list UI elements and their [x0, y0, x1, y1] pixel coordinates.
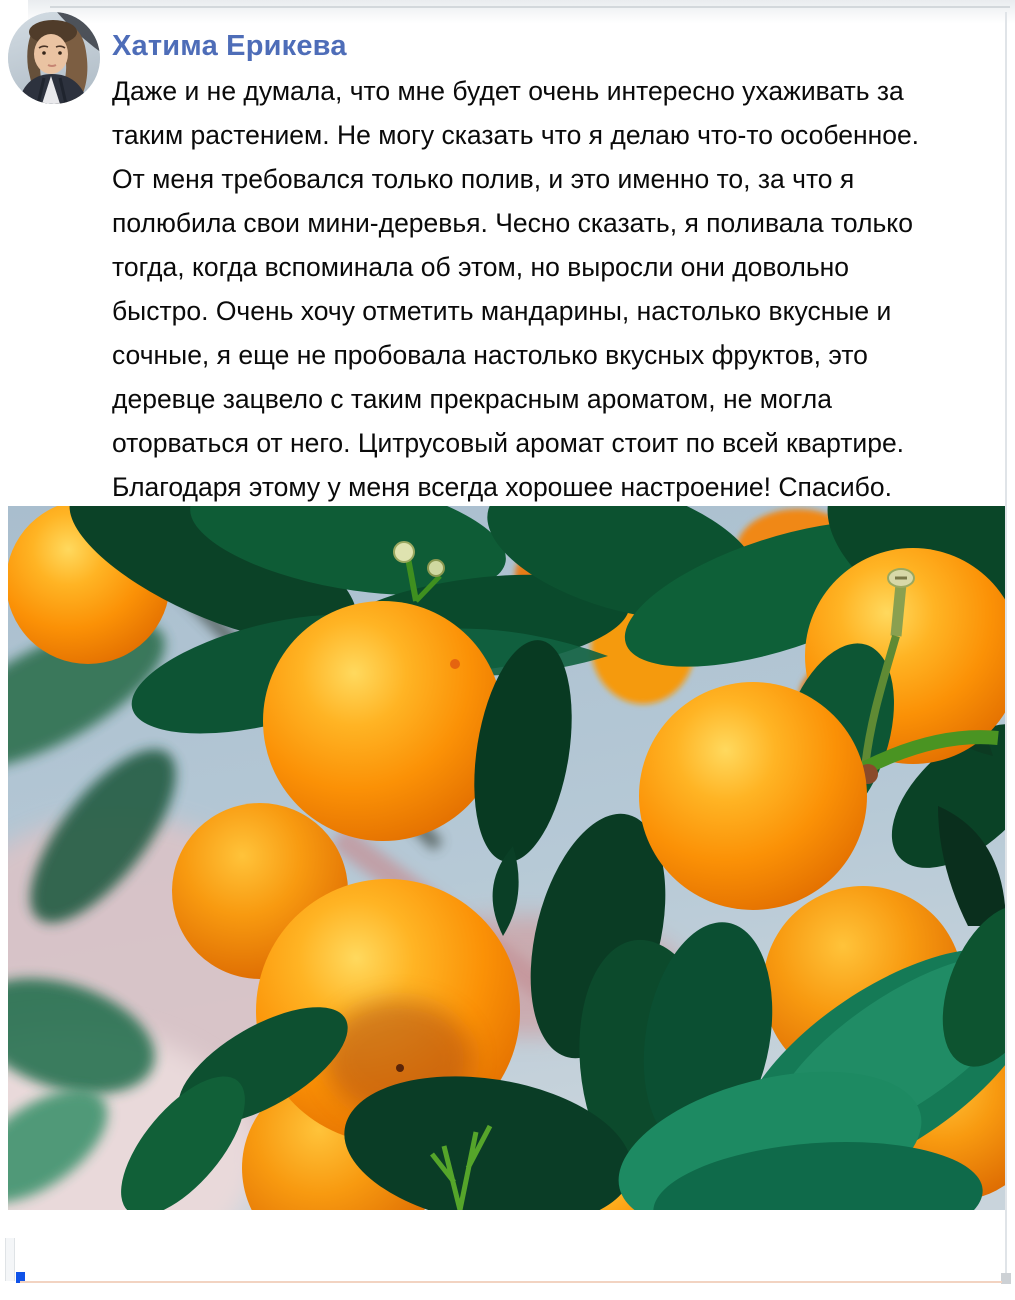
review-text-line: Благодаря этому у меня всегда хорошее настроение! Спасибо. — [112, 472, 892, 502]
review-text-line: таким растением. Не могу сказать что я делаю что-то особенное. — [112, 120, 920, 150]
avatar[interactable] — [8, 12, 100, 104]
review-text — [112, 69, 1002, 509]
author-name[interactable]: Хатима Ерикева — [112, 30, 347, 62]
review-text-line: деревце зацвело с таким прекрасным ароматом, не могла — [112, 384, 832, 414]
left-edge-bar — [5, 1238, 15, 1281]
card-corner-mark — [1001, 1273, 1011, 1284]
review-text-line: быстро. Очень хочу отметить мандарины, настолько вкусные и — [112, 296, 892, 326]
review-text-line: тогда, когда вспоминала об этом, но выросли они довольно — [112, 252, 849, 282]
review-text-line: От меня требовался только полив, и это именно то, за что я — [112, 164, 855, 194]
card-top-border — [28, 0, 1015, 26]
review-text-line: оторваться от него. Цитрусовый аромат стоит по всей квартире. — [112, 428, 905, 458]
review-text-line: Даже и не думала, что мне будет очень интересно ухаживать за — [112, 76, 904, 106]
photo-art — [8, 506, 1006, 1210]
review-text-line: сочные, я еще не пробовала настолько вкусных фруктов, это — [112, 340, 868, 370]
review-text-line: полюбила свои мини-деревья. Чесно сказать, я поливала только — [112, 208, 913, 238]
mandarin-tree-photo[interactable] — [8, 506, 1006, 1210]
avatar-image — [8, 12, 100, 104]
card-top-border-line — [50, 6, 1010, 8]
card-right-border — [1005, 12, 1007, 1278]
card-bottom-divider — [20, 1281, 1002, 1283]
